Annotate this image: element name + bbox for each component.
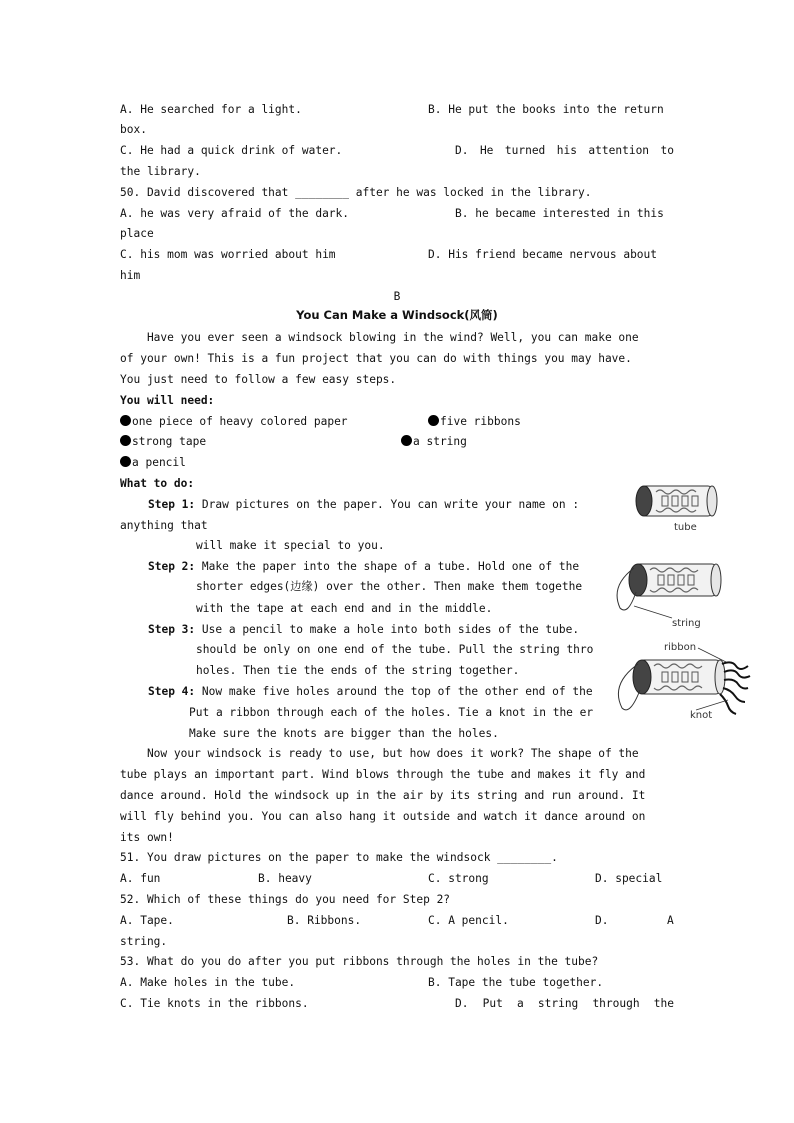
q52-option-d-cont: string.	[120, 935, 168, 948]
q49-option-b: B. He put the books into the return	[428, 103, 664, 116]
item-label: one piece of heavy colored paper	[132, 415, 348, 428]
step-3-cont: holes. Then tie the ends of the string together.	[196, 664, 520, 677]
ribbon-figure	[606, 638, 756, 722]
q52-option-d-letter: D.	[595, 914, 609, 927]
q50-option-d-cont: him	[120, 269, 141, 282]
q53-stem: 53. What do you do after you put ribbons through the holes in the tube?	[120, 955, 599, 968]
q51-option-d: D. special	[595, 872, 663, 885]
bullet-icon	[120, 456, 131, 467]
q50-option-a: A. he was very afraid of the dark.	[120, 207, 350, 220]
item	[120, 414, 348, 429]
section-letter: B	[393, 290, 401, 303]
q50-option-b: B. he became interested in this	[455, 207, 664, 220]
step-3-cont: should be only on one end of the tube. Pull the string thro	[196, 643, 594, 656]
word: the	[653, 997, 674, 1010]
word: turned	[504, 144, 546, 157]
word: his	[556, 144, 577, 157]
q52-option-c: C. A pencil.	[428, 914, 509, 927]
conclusion-line: Now your windsock is ready to use, but how does it work? The shape of the	[120, 747, 639, 760]
q53-option-b: B. Tape the tube together.	[428, 976, 604, 989]
q51-option-a: A. fun	[120, 872, 161, 885]
step-2-cont: shorter edges(边缘) over the other. Then make them togethe	[196, 580, 583, 593]
word: Put	[482, 997, 503, 1010]
step-label: Step 3:	[148, 623, 196, 636]
bullet-icon	[120, 435, 131, 446]
item	[120, 455, 186, 470]
step-1-cont: will make it special to you.	[196, 539, 385, 552]
q51-option-c: C. strong	[428, 872, 489, 885]
word: a	[516, 997, 524, 1010]
word: to	[660, 144, 674, 157]
q49-option-b-cont: box.	[120, 123, 147, 136]
q52-option-d-text: A	[667, 914, 674, 927]
step-2	[148, 559, 579, 574]
q50-option-d: D. His friend became nervous about	[428, 248, 658, 261]
step-text: Draw pictures on the paper. You can write your name on :	[201, 498, 580, 511]
word: through	[592, 997, 640, 1010]
step-4-cont: Make sure the knots are bigger than the holes.	[189, 727, 499, 740]
step-label: Step 2:	[148, 560, 196, 573]
tube-label: tube	[674, 522, 697, 533]
item-label: five ribbons	[440, 415, 521, 428]
conclusion-line: will fly behind you. You can also hang it outside and watch it dance around on	[120, 810, 646, 823]
bullet-icon	[401, 435, 412, 446]
q49-option-a: A. He searched for a light.	[120, 103, 302, 116]
word: attention	[588, 144, 650, 157]
q50-option-b-cont: place	[120, 227, 154, 240]
step-text: Now make five holes around the top of the other end of the	[201, 685, 593, 698]
word: D.	[455, 144, 469, 157]
passage-title: You Can Make a Windsock(风筒)	[296, 308, 498, 322]
tube-figure	[632, 478, 732, 534]
q53-option-c: C. Tie knots in the ribbons.	[120, 997, 309, 1010]
q50-stem: 50. David discovered that ________ after he was locked in the library.	[120, 186, 592, 199]
need-heading: You will need:	[120, 394, 215, 407]
conclusion-line: its own!	[120, 831, 174, 844]
step-text: Make the paper into the shape of a tube. Hold one of the	[201, 560, 580, 573]
do-heading: What to do:	[120, 477, 195, 490]
item-label: strong tape	[132, 435, 207, 448]
item-label: a pencil	[132, 456, 186, 469]
conclusion-line: dance around. Hold the windsock up in the air by its string and run around. It	[120, 789, 646, 802]
step-3	[148, 622, 586, 637]
intro-line: of your own! This is a fun project that you can do with things you may have.	[120, 352, 632, 365]
q49-option-c: C. He had a quick drink of water.	[120, 144, 343, 157]
q52-stem: 52. Which of these things do you need for Step 2?	[120, 893, 451, 906]
word: D.	[455, 997, 469, 1010]
q53-option-a: A. Make holes in the tube.	[120, 976, 296, 989]
step-4-cont: Put a ribbon through each of the holes. Tie a knot in the er	[189, 706, 594, 719]
step-4	[148, 684, 593, 699]
q52-option-b: B. Ribbons.	[287, 914, 362, 927]
bullet-icon	[120, 415, 131, 426]
step-text: Use a pencil to make a hole into both sides of the tube.	[201, 623, 586, 636]
intro-line: Have you ever seen a windsock blowing in the wind? Well, you can make one	[120, 331, 639, 344]
conclusion-line: tube plays an important part. Wind blows through the tube and makes it fly and	[120, 768, 646, 781]
item	[120, 434, 206, 449]
word: string	[537, 997, 579, 1010]
step-1-cont: anything that	[120, 519, 208, 532]
q49-option-d	[455, 143, 674, 158]
knot-label: knot	[690, 710, 713, 721]
item	[401, 434, 467, 449]
word: He	[479, 144, 494, 157]
step-label: Step 1:	[148, 498, 196, 511]
ribbon-label: ribbon	[664, 642, 697, 653]
bullet-icon	[428, 415, 439, 426]
string-figure	[606, 556, 730, 632]
q53-option-d	[455, 996, 674, 1011]
item	[428, 414, 521, 429]
q50-option-c: C. his mom was worried about him	[120, 248, 336, 261]
step-2-cont: with the tape at each end and in the middle.	[196, 602, 493, 615]
q51-option-b: B. heavy	[258, 872, 312, 885]
intro-line: You just need to follow a few easy steps.	[120, 373, 397, 386]
q52-option-a: A. Tape.	[120, 914, 174, 927]
q51-stem: 51. You draw pictures on the paper to make the windsock ________.	[120, 851, 558, 864]
step-1	[148, 497, 579, 512]
item-label: a string	[413, 435, 467, 448]
step-label: Step 4:	[148, 685, 196, 698]
q49-option-d-cont: the library.	[120, 165, 201, 178]
string-label: string	[672, 618, 701, 629]
